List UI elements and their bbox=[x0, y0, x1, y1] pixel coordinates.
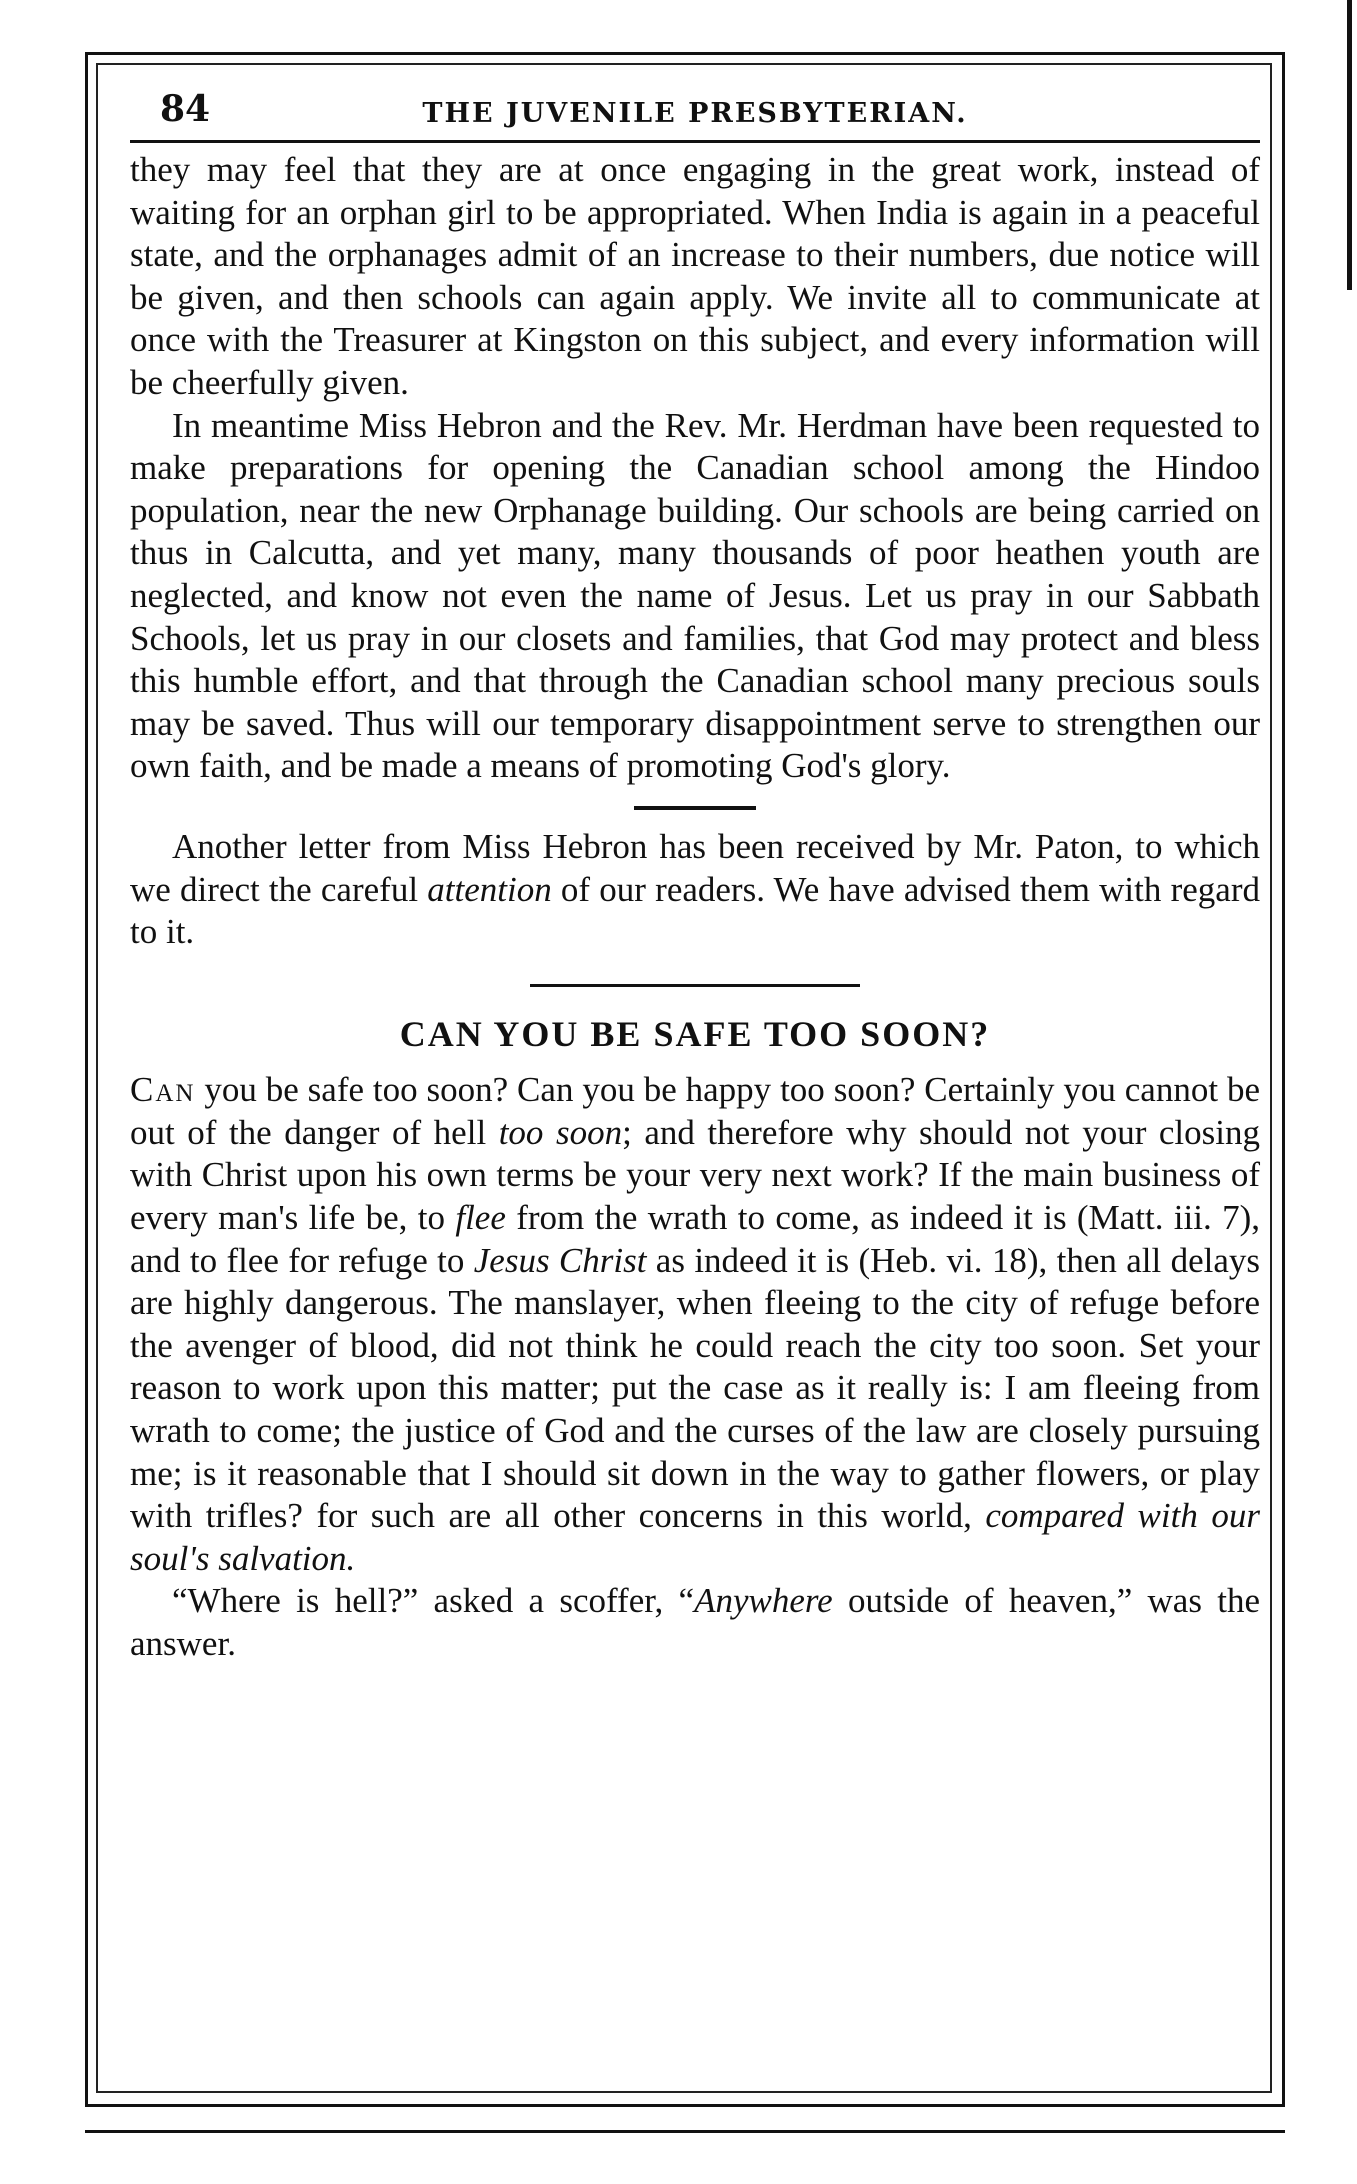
running-head bbox=[130, 70, 1260, 143]
text-run: Another letter from Miss Hebron has been received by Mr. Paton, to which we direct the careful bbox=[130, 826, 1260, 909]
section-divider-short bbox=[634, 806, 756, 810]
section-heading: CAN YOU BE SAFE TOO SOON? bbox=[399, 1013, 991, 1054]
paragraph-meantime: In meantime Miss Hebron and the Rev. Mr. Herdman have been requested to make preparations for opening the Canadian school among the Hindoo population, near the new Orphanage building. Our schools are being carried on thus in Calcutta, and yet many, many thousands of poor heathen youth are neglected, and know not even the name of Jesus. Let us pray in our Sabbath Schools, let us pray in our closets and families, that God may protect and bless this humble effort, and that through the Canadian school many precious souls may be saved. Thus will our temporary disappointment serve to strengthen our own faith, and be made a means of promoting God's glory. bbox=[130, 405, 1260, 786]
italic-run: attention bbox=[427, 869, 552, 909]
text-run: outside of heaven,” was the answer. bbox=[130, 1581, 1260, 1663]
paragraph-safe-too-soon bbox=[130, 1069, 1260, 1580]
margin-mark bbox=[1347, 0, 1352, 290]
text-run: from the wrath to come, as indeed it is (Matt. iii. 7), and to flee for refuge to bbox=[130, 1198, 1260, 1280]
text-run: “Where is hell?” asked a scoffer, “ bbox=[172, 1581, 695, 1621]
text-run: ; and therefore why should not your closing with Christ upon his own terms be your very next work? If the main business of every man's life be, to bbox=[130, 1112, 1260, 1238]
text-run: as indeed it is (Heb. vi. 18), then all delays are highly dangerous. The manslayer, when fleeing to the city of refuge before the avenger of blood, did not think he could reach the city too soon. Set your reason to work upon this matter; put the case as it really is: I am fleeing from wrath to come; the justice of God and the curses of the law are closely pursuing me; is it reasonable that I should sit down in the way to gather flowers, or play with trifles? for such are all other concerns in this world, bbox=[130, 1240, 1260, 1536]
italic-run: compared with our soul's salvation. bbox=[130, 1496, 1260, 1578]
journal-title: THE JUVENILE PRESBYTERIAN. bbox=[422, 98, 968, 129]
drop-word: Can bbox=[130, 1070, 196, 1110]
page-number: 84 bbox=[160, 88, 211, 130]
text-run: of our readers. We have advised them with regard to it. bbox=[130, 869, 1260, 952]
text-run: you be safe too soon? Can you be happy too soon? Certainly you cannot be out of the danger of hell bbox=[130, 1070, 1260, 1152]
italic-run: Jesus Christ bbox=[473, 1240, 647, 1280]
paragraph-continued: they may feel that they are at once engaging in the great work, instead of waiting for an orphan girl to be appropriated. When India is again in a peaceful state, and the orphanages admit of an increase to their numbers, due notice will be given, and then schools can again apply. We invite all to communicate at once with the Treasurer at Kingston on this subject, and every information will be cheerfully given. bbox=[130, 150, 1260, 402]
article-body bbox=[130, 149, 1260, 1666]
paragraph-another-letter bbox=[130, 826, 1260, 954]
italic-run: too soon bbox=[498, 1112, 623, 1152]
italic-run: Anywhere bbox=[694, 1581, 833, 1621]
page-content bbox=[130, 70, 1260, 1666]
section-divider-long bbox=[530, 984, 860, 987]
bottom-rule bbox=[85, 2130, 1285, 2133]
paragraph-where-is-hell bbox=[130, 1580, 1260, 1665]
italic-run: flee bbox=[455, 1198, 506, 1238]
